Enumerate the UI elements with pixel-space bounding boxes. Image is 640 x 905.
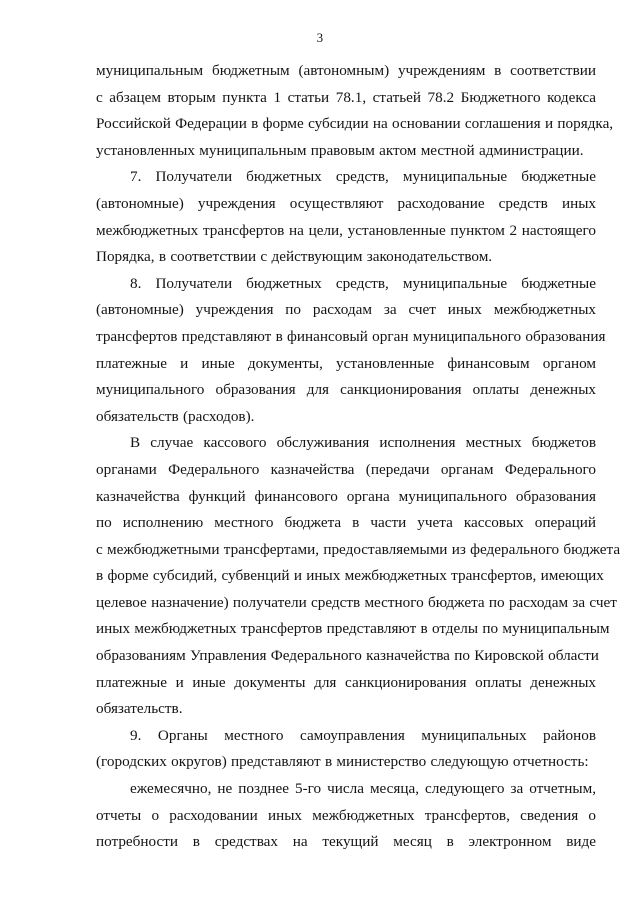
text-line: 9. Органы местного самоуправления муниципальных районов: [130, 726, 596, 744]
text-line: межбюджетных трансфертов на цели, установленные пунктом 2 настоящего: [96, 221, 596, 239]
text-line: иных межбюджетных трансфертов представляют в отделы по муниципальным: [96, 620, 610, 638]
text-line: платежные и иные документы, установленные финансовым органом: [96, 354, 596, 372]
text-line: по исполнению местного бюджета в части учета кассовых операций: [96, 514, 596, 532]
text-line: обязательств (расходов).: [96, 407, 255, 425]
text-line: (автономные) учреждения по расходам за счет иных межбюджетных: [96, 301, 596, 319]
text-line: муниципальным бюджетным (автономным) учреждениям в соответствии: [96, 62, 596, 79]
text-line: ежемесячно, не позднее 5-го числа месяца, следующего за отчетным,: [130, 780, 596, 798]
paragraph-item-9: [96, 723, 596, 776]
text-line: с абзацем вторым пункта 1 статьи 78.1, статьей 78.2 Бюджетного кодекса: [96, 88, 596, 106]
document-body: [96, 58, 621, 856]
paragraph-monthly: [96, 776, 596, 856]
paragraph-treasury: [96, 430, 621, 723]
text-line: (городских округов) представляют в министерство следующую отчетность:: [96, 753, 589, 771]
text-line: целевое назначение) получатели средств местного бюджета по расходам за счет: [96, 593, 617, 611]
paragraph-item-7: [96, 164, 596, 270]
text-line: казначейства функций финансового органа муниципального образования: [96, 487, 596, 505]
text-line: образованиям Управления Федерального казначейства по Кировской области: [96, 647, 599, 665]
text-line: потребности в средствах на текущий месяц в электронном виде: [96, 833, 596, 851]
text-line: (автономные) учреждения осуществляют расходование средств иных: [96, 194, 596, 212]
page-number: 3: [316, 30, 324, 45]
paragraph-item-8: [96, 271, 606, 431]
text-line: установленных муниципальным правовым актом местной администрации.: [96, 141, 584, 159]
text-line: 7. Получатели бюджетных средств, муниципальные бюджетные: [130, 168, 596, 186]
text-line: отчеты о расходовании иных межбюджетных трансфертов, сведения о: [96, 806, 596, 824]
text-line: муниципального образования для санкционирования оплаты денежных: [96, 381, 596, 399]
text-line: Российской Федерации в форме субсидии на основании соглашения и порядка,: [96, 115, 614, 133]
text-line: с межбюджетными трансфертами, предоставляемыми из федерального бюджета: [96, 540, 621, 558]
text-line: 8. Получатели бюджетных средств, муниципальные бюджетные: [130, 274, 596, 292]
text-line: Порядка, в соответствии с действующим законодательством.: [96, 248, 493, 266]
text-line: органами Федерального казначейства (передачи органам Федерального: [96, 460, 596, 478]
text-line: обязательств.: [96, 700, 183, 718]
text-line: платежные и иные документы для санкционирования оплаты денежных: [96, 673, 596, 691]
text-line: трансфертов представляют в финансовый орган муниципального образования: [96, 327, 606, 345]
text-line: В случае кассового обслуживания исполнения местных бюджетов: [130, 434, 596, 452]
text-line: в форме субсидий, субвенций и иных межбюджетных трансфертов, имеющих: [96, 567, 604, 585]
paragraph-continuation: [96, 58, 614, 164]
